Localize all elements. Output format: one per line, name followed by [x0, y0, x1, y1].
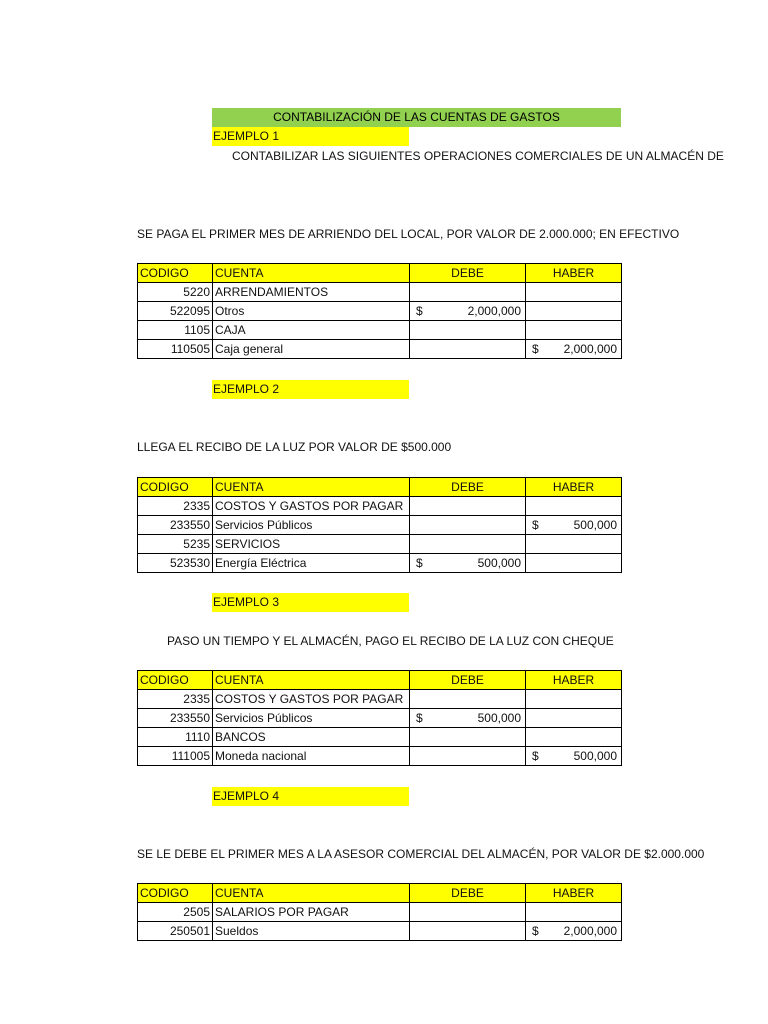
debe-cell	[410, 302, 526, 321]
haber-cell	[526, 728, 622, 747]
currency-symbol: $	[416, 304, 423, 318]
table-header-row	[138, 671, 622, 690]
cuenta-cell: COSTOS Y GASTOS POR PAGAR	[213, 690, 410, 709]
header-debe: DEBE	[410, 264, 526, 283]
haber-cell	[526, 922, 622, 941]
debe-amount: 500,000	[477, 711, 521, 725]
currency-symbol: $	[416, 711, 423, 725]
currency-symbol: $	[532, 342, 539, 356]
table-row	[138, 690, 622, 709]
table-header-row	[138, 478, 622, 497]
header-cuenta: CUENTA	[213, 884, 410, 903]
haber-cell	[526, 283, 622, 302]
cuenta-cell: SALARIOS POR PAGAR	[213, 903, 410, 922]
example-4-label: EJEMPLO 4	[212, 787, 409, 806]
table-row	[138, 728, 622, 747]
example-2-table	[137, 477, 622, 573]
codigo-cell: 250501	[138, 922, 213, 941]
table-row	[138, 497, 622, 516]
currency-symbol: $	[532, 924, 539, 938]
header-debe: DEBE	[410, 478, 526, 497]
table-row	[138, 340, 622, 359]
codigo-cell: 523530	[138, 554, 213, 573]
document-title: CONTABILIZACIÓN DE LAS CUENTAS DE GASTOS	[212, 108, 621, 127]
cuenta-cell: Sueldos	[213, 922, 410, 941]
codigo-cell: 233550	[138, 709, 213, 728]
haber-cell	[526, 497, 622, 516]
table-row	[138, 321, 622, 340]
header-haber: HABER	[526, 478, 622, 497]
codigo-cell: 522095	[138, 302, 213, 321]
debe-cell	[410, 497, 526, 516]
cuenta-cell: ARRENDAMIENTOS	[213, 283, 410, 302]
table-row	[138, 516, 622, 535]
debe-amount: 500,000	[477, 556, 521, 570]
debe-cell	[410, 709, 526, 728]
haber-cell	[526, 535, 622, 554]
cuenta-cell: CAJA	[213, 321, 410, 340]
cuenta-cell: Servicios Públicos	[213, 709, 410, 728]
table-row	[138, 747, 622, 766]
example-3-label: EJEMPLO 3	[212, 593, 409, 612]
table-row	[138, 903, 622, 922]
codigo-cell: 111005	[138, 747, 213, 766]
debe-cell	[410, 747, 526, 766]
currency-symbol: $	[532, 749, 539, 763]
haber-cell	[526, 554, 622, 573]
table-header-row	[138, 884, 622, 903]
debe-cell	[410, 690, 526, 709]
haber-cell	[526, 747, 622, 766]
debe-cell	[410, 922, 526, 941]
cuenta-cell: Energía Eléctrica	[213, 554, 410, 573]
cuenta-cell: SERVICIOS	[213, 535, 410, 554]
example-1-statement: SE PAGA EL PRIMER MES DE ARRIENDO DEL LOCAL, POR VALOR DE 2.000.000; EN EFECTIVO	[137, 227, 680, 241]
codigo-cell: 110505	[138, 340, 213, 359]
header-cuenta: CUENTA	[213, 264, 410, 283]
currency-symbol: $	[532, 518, 539, 532]
cuenta-cell: Otros	[213, 302, 410, 321]
header-debe: DEBE	[410, 884, 526, 903]
header-cuenta: CUENTA	[213, 671, 410, 690]
header-cuenta: CUENTA	[213, 478, 410, 497]
codigo-cell: 5235	[138, 535, 213, 554]
haber-amount: 2,000,000	[563, 342, 617, 356]
intro-text: CONTABILIZAR LAS SIGUIENTES OPERACIONES COMERCIALES DE UN ALMACÉN DE	[232, 149, 724, 163]
header-haber: HABER	[526, 264, 622, 283]
haber-cell	[526, 340, 622, 359]
example-3-table	[137, 670, 622, 766]
header-debe: DEBE	[410, 671, 526, 690]
cuenta-cell: Servicios Públicos	[213, 516, 410, 535]
codigo-cell: 1110	[138, 728, 213, 747]
haber-amount: 500,000	[573, 518, 617, 532]
example-2-label: EJEMPLO 2	[212, 380, 409, 399]
header-codigo: CODIGO	[138, 671, 213, 690]
example-4-table	[137, 883, 622, 941]
example-1-label: EJEMPLO 1	[212, 127, 409, 146]
example-1-table	[137, 263, 622, 359]
codigo-cell: 5220	[138, 283, 213, 302]
table-row	[138, 554, 622, 573]
currency-symbol: $	[416, 556, 423, 570]
haber-cell	[526, 709, 622, 728]
header-haber: HABER	[526, 884, 622, 903]
codigo-cell: 233550	[138, 516, 213, 535]
table-header-row	[138, 264, 622, 283]
cuenta-cell: Moneda nacional	[213, 747, 410, 766]
codigo-cell: 2335	[138, 497, 213, 516]
header-codigo: CODIGO	[138, 478, 213, 497]
debe-cell	[410, 728, 526, 747]
table-row	[138, 535, 622, 554]
debe-amount: 2,000,000	[467, 304, 521, 318]
header-codigo: CODIGO	[138, 884, 213, 903]
codigo-cell: 2335	[138, 690, 213, 709]
example-4-statement: SE LE DEBE EL PRIMER MES A LA ASESOR COMERCIAL DEL ALMACÉN, POR VALOR DE $2.000.000	[137, 847, 705, 861]
haber-cell	[526, 690, 622, 709]
haber-cell	[526, 302, 622, 321]
haber-amount: 500,000	[573, 749, 617, 763]
haber-cell	[526, 516, 622, 535]
debe-cell	[410, 340, 526, 359]
table-row	[138, 709, 622, 728]
debe-cell	[410, 321, 526, 340]
table-row	[138, 302, 622, 321]
example-3-statement: PASO UN TIEMPO Y EL ALMACÉN, PAGO EL RECIBO DE LA LUZ CON CHEQUE	[167, 634, 614, 648]
header-haber: HABER	[526, 671, 622, 690]
codigo-cell: 2505	[138, 903, 213, 922]
codigo-cell: 1105	[138, 321, 213, 340]
debe-cell	[410, 903, 526, 922]
haber-cell	[526, 903, 622, 922]
debe-cell	[410, 516, 526, 535]
haber-amount: 2,000,000	[563, 924, 617, 938]
debe-cell	[410, 535, 526, 554]
haber-cell	[526, 321, 622, 340]
debe-cell	[410, 554, 526, 573]
header-codigo: CODIGO	[138, 264, 213, 283]
cuenta-cell: BANCOS	[213, 728, 410, 747]
debe-cell	[410, 283, 526, 302]
table-row	[138, 283, 622, 302]
table-row	[138, 922, 622, 941]
cuenta-cell: Caja general	[213, 340, 410, 359]
cuenta-cell: COSTOS Y GASTOS POR PAGAR	[213, 497, 410, 516]
example-2-statement: LLEGA EL RECIBO DE LA LUZ POR VALOR DE $500.000	[137, 440, 452, 454]
